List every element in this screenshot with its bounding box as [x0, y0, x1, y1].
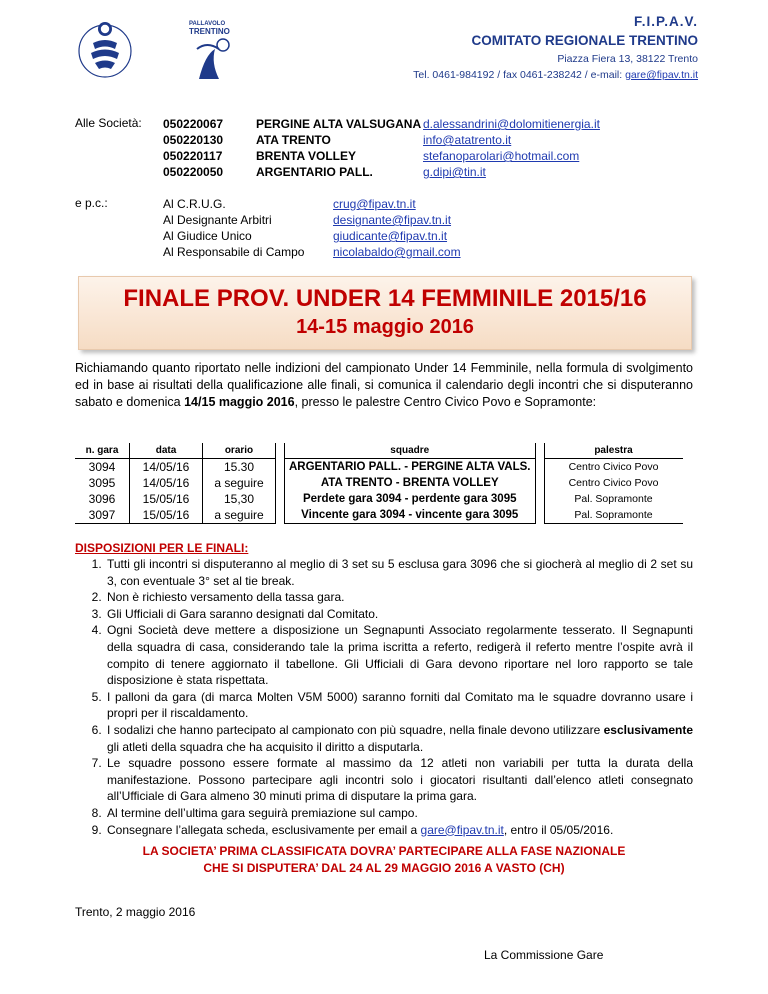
banner-dates: 14-15 maggio 2016 [296, 316, 474, 338]
recipient-emails [423, 116, 600, 180]
recipient-email-link[interactable]: info@atatrento.it [423, 133, 512, 147]
table-gap [536, 459, 544, 475]
cell-time: a seguire [203, 475, 276, 491]
table-gap [536, 475, 544, 491]
cc-name: Al Giudice Unico [163, 229, 252, 243]
recipient-code: 050220117 [163, 149, 223, 163]
closing-line-2: CHE SI DISPUTERA’ DAL 24 AL 29 MAGGIO 2016 A VASTO (CH) [203, 861, 565, 875]
recipients-label: Alle Società: [75, 116, 142, 130]
committee-name: COMITATO REGIONALE TRENTINO [471, 33, 698, 48]
intro-text-end: , presso le palestre Centro Civico Povo e Sopramonte: [294, 395, 597, 409]
cc-name: Al Responsabile di Campo [163, 245, 305, 259]
recipient-names [256, 116, 421, 180]
org-contact [413, 69, 698, 81]
cell-date: 15/05/16 [130, 491, 203, 507]
cell-teams: Perdete gara 3094 - perdente gara 3095 [284, 491, 536, 507]
cell-time: 15.30 [203, 459, 276, 475]
cc-names [163, 196, 304, 260]
table-row [75, 459, 683, 475]
cc-email-link[interactable]: nicolabaldo@gmail.com [333, 245, 461, 259]
recipient-email-link[interactable]: stefanoparolari@hotmail.com [423, 149, 580, 163]
dispositions-list [75, 556, 693, 838]
cc-name: Al C.R.U.G. [163, 197, 226, 211]
list-item: 3. Gli Ufficiali di Gara saranno designati dal Comitato. [105, 606, 693, 623]
table-row [75, 491, 683, 507]
title-banner [78, 276, 692, 350]
header-venue: palestra [544, 443, 683, 459]
list-item-text: I sodalizi che hanno partecipato al campionato con più squadre, nella finale devono utilizzare [107, 722, 601, 737]
org-address: Piazza Fiera 13, 38122 Trento [557, 53, 698, 65]
header-time: orario [203, 443, 276, 459]
cc-label: e p.c.: [75, 196, 108, 210]
table-gap [536, 491, 544, 507]
table-gap [276, 491, 284, 507]
recipient-name: PERGINE ALTA VALSUGANA [256, 117, 422, 131]
fipav-logo [75, 15, 135, 81]
cell-teams: ARGENTARIO PALL. - PERGINE ALTA VALS. [284, 459, 536, 475]
cell-venue: Centro Civico Povo [544, 459, 683, 475]
cell-date: 15/05/16 [130, 507, 203, 524]
intro-paragraph [75, 360, 693, 411]
header-game-number: n. gara [75, 443, 130, 459]
cell-teams: Vincente gara 3094 - vincente gara 3095 [284, 507, 536, 524]
svg-text:TRENTINO: TRENTINO [189, 27, 230, 36]
recipient-code: 050220050 [163, 165, 224, 179]
table-gap [276, 507, 284, 524]
list-item [105, 722, 693, 755]
submission-email-link[interactable]: gare@fipav.tn.it [420, 822, 504, 837]
table-gap [276, 443, 284, 459]
cell-venue: Pal. Sopramonte [544, 491, 683, 507]
cc-email-link[interactable]: designante@fipav.tn.it [333, 213, 452, 227]
banner-title: FINALE PROV. UNDER 14 FEMMINILE 2015/16 [123, 285, 647, 312]
contact-phones: Tel. 0461-984192 / fax 0461-238242 / e-mail: [413, 69, 626, 81]
recipient-code: 050220067 [163, 117, 224, 131]
list-item [105, 822, 693, 839]
recipient-codes [163, 116, 223, 180]
recipient-name: ARGENTARIO PALL. [256, 165, 373, 179]
list-item-text: Consegnare l’allegata scheda, esclusivamente per email a [107, 822, 421, 837]
recipient-name: BRENTA VOLLEY [256, 149, 357, 163]
header-date: data [130, 443, 203, 459]
intro-text: Richiamando quanto riportato nelle indizioni del campionato Under 14 Femminile, nella formula di svolgimento ed in base ai risultati della qualificazione alle finali, si comunica il calendario degli incontri che si disputeranno sabato e domenica [75, 361, 693, 409]
recipient-code: 050220130 [163, 133, 224, 147]
svg-text:PALLAVOLO: PALLAVOLO [189, 21, 226, 27]
table-gap [536, 507, 544, 524]
cc-email-link[interactable]: giudicante@fipav.tn.it [333, 229, 448, 243]
table-header-row [75, 443, 683, 459]
list-item: 2. Non è richiesto versamento della tassa gara. [105, 589, 693, 606]
place-date: Trento, 2 maggio 2016 [75, 905, 196, 919]
table-row [75, 507, 683, 524]
contact-email-link[interactable]: gare@fipav.tn.it [625, 69, 698, 81]
intro-date: 14/15 maggio 2016 [184, 395, 295, 409]
recipient-email-link[interactable]: g.dipi@tin.it [423, 165, 486, 179]
cell-venue: Pal. Sopramonte [544, 507, 683, 524]
cell-teams: ATA TRENTO - BRENTA VOLLEY [284, 475, 536, 491]
signature: La Commissione Gare [484, 948, 604, 962]
table-gap [536, 443, 544, 459]
list-item: 7. Le squadre possono essere formate al massimo da 12 atleti non variabili per tutta la durata della manifestazione. Possono partecipare agli incontri solo i giocatori risultanti dall’elenco atleti consegnato all’Ufficiale di Gara almeno 30 minuti prima di disputare la prima gara. [105, 755, 693, 805]
list-item-text-end: , entro il 05/05/2016. [503, 822, 614, 837]
closing-notice [75, 843, 693, 877]
table-row [75, 475, 683, 491]
table-gap [276, 459, 284, 475]
list-item: 8. Al termine dell’ultima gara seguirà premiazione sul campo. [105, 805, 693, 822]
cc-name: Al Designante Arbitri [163, 213, 272, 227]
table-gap [276, 475, 284, 491]
cell-date: 14/05/16 [130, 459, 203, 475]
list-item-text-end: gli atleti della squadra che ha acquisito il diritto a disputarla. [107, 739, 424, 754]
org-name: F.I.P.A.V. [633, 14, 698, 29]
cell-game-number: 3095 [75, 475, 130, 491]
list-item: 5. I palloni da gara (di marca Molten V5M 5000) saranno forniti dal Comitato ma le squadre dovranno usare i propri per il riscaldamento. [105, 689, 693, 722]
cell-time: 15,30 [203, 491, 276, 507]
list-item-emphasis: esclusivamente [603, 722, 693, 737]
cell-time: a seguire [203, 507, 276, 524]
pallavolo-trentino-logo [185, 15, 239, 81]
games-table [75, 443, 683, 524]
closing-line-1: LA SOCIETA’ PRIMA CLASSIFICATA DOVRA’ PARTECIPARE ALLA FASE NAZIONALE [142, 844, 626, 858]
cell-date: 14/05/16 [130, 475, 203, 491]
cell-game-number: 3096 [75, 491, 130, 507]
cell-game-number: 3094 [75, 459, 130, 475]
cc-email-link[interactable]: crug@fipav.tn.it [333, 197, 416, 211]
recipient-name: ATA TRENTO [256, 133, 331, 147]
cell-venue: Centro Civico Povo [544, 475, 683, 491]
list-item: 4. Ogni Società deve mettere a disposizione un Segnapunti Associato regolarmente tesserato. Il Segnapunti della squadra di casa, considerando tale la prima iscritta a referto, redigerà il referto mentre l’ospite avrà il compito di tenere aggiornato il tabellone. Gli Ufficiali di Gara devono riportare nel loro rapporto se tale disposizione è stata rispettata. [105, 622, 693, 688]
dispositions-title: DISPOSIZIONI PER LE FINALI: [75, 541, 249, 555]
recipient-email-link[interactable]: d.alessandrini@dolomitienergia.it [423, 117, 600, 131]
cell-game-number: 3097 [75, 507, 130, 524]
cc-emails [333, 196, 461, 260]
header-teams: squadre [284, 443, 536, 459]
list-item: 1. Tutti gli incontri si disputeranno al meglio di 3 set su 5 esclusa gara 3096 che si giocherà al meglio di 2 set su 3, con eventuale 3° set al tie break. [105, 556, 693, 589]
